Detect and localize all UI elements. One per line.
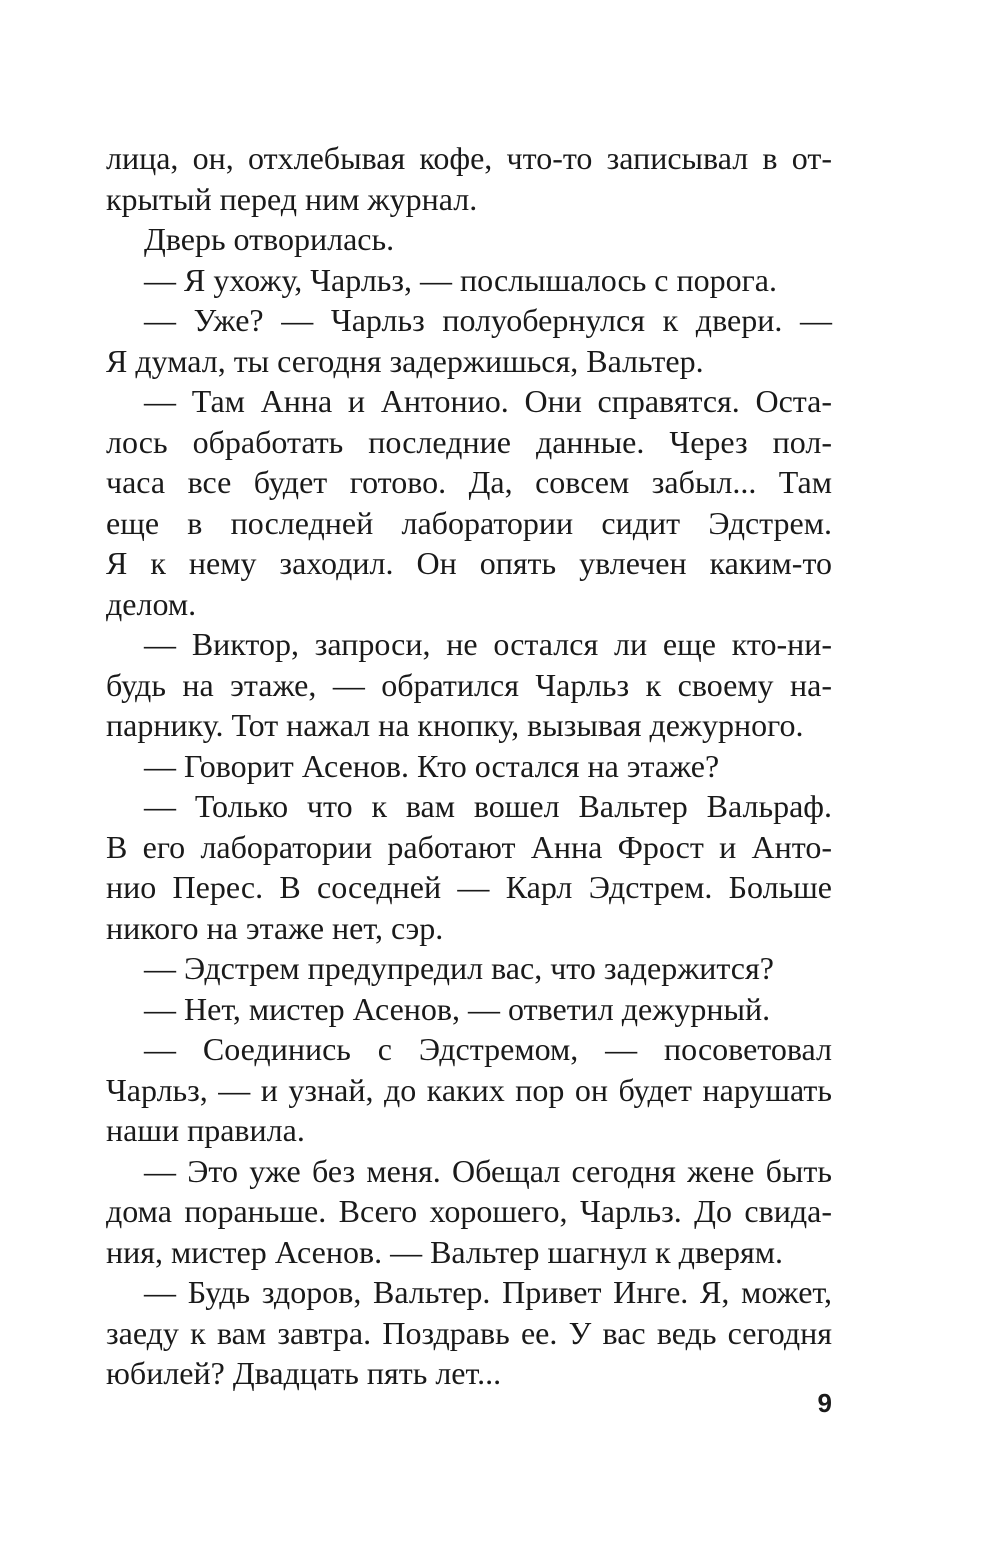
text-line: крытый перед ним журнал. [106,180,478,217]
text-line: — Я ухожу, Чарльз, — послышалось с порога. [144,261,777,298]
text-line: — Эдстрем предупредил вас, что задержится? [144,950,774,986]
text-line: — Там Анна и Антонио. Они справятся. Оста- [144,383,832,419]
text-line: — Виктор, запроси, не остался ли еще кто-ни- [144,626,832,662]
text-line: еще в последней лаборатории сидит Эдстрем. [106,504,832,541]
text-line: — Только что к вам вошел Вальтер Вальраф. [144,788,832,824]
text-line: — Говорит Асенов. Кто остался на этаже? [144,747,720,784]
page-number: 9 [817,1388,832,1418]
text-line: никого на этаже нет, сэр. [106,909,444,946]
text-line: юбилей? Двадцать пять лет... [106,1355,502,1391]
text-line: делом. [106,585,197,622]
text-line: нио Перес. В соседней — Карл Эдстрем. Больше [106,869,832,905]
text-line: парнику. Тот нажал на кнопку, вызывая дежурного. [106,707,804,743]
text-line: заеду к вам завтра. Поздравь ее. У вас ведь сегодня [106,1314,832,1351]
text-line: Я к нему заходил. Он опять увлечен каким-то [106,545,832,581]
text-line: — Соединись с Эдстремом, — посоветовал [144,1031,832,1067]
text-line: — Будь здоров, Вальтер. Привет Инге. Я, может, [144,1274,832,1310]
text-line: — Нет, мистер Асенов, — ответил дежурный. [144,990,771,1027]
text-line: Я думал, ты сегодня задержишься, Вальтер. [106,342,704,379]
text-line: Чарльз, — и узнай, до каких пор он будет нарушать [106,1071,832,1108]
text-line: — Это уже без меня. Обещал сегодня жене быть [144,1152,832,1189]
text-line: наши правила. [106,1112,305,1148]
text-line: дома пораньше. Всего хорошего, Чарльз. До свида- [106,1193,832,1229]
text-line: часа все будет готово. Да, совсем забыл... Там [106,464,832,500]
text-line: лось обработать последние данные. Через пол- [106,423,832,460]
body-text [106,138,832,1394]
text-line: — Уже? — Чарльз полуобернулся к двери. — [144,302,832,338]
text-line: В его лаборатории работают Анна Фрост и Анто- [106,828,832,865]
text-line: ния, мистер Асенов. — Вальтер шагнул к дверям. [106,1233,784,1270]
text-line: будь на этаже, — обратился Чарльз к своему на- [106,666,832,703]
text-line: Дверь отворилась. [144,221,395,257]
text-line: лица, он, отхлебывая кофе, что-то записывал в от- [106,140,832,176]
